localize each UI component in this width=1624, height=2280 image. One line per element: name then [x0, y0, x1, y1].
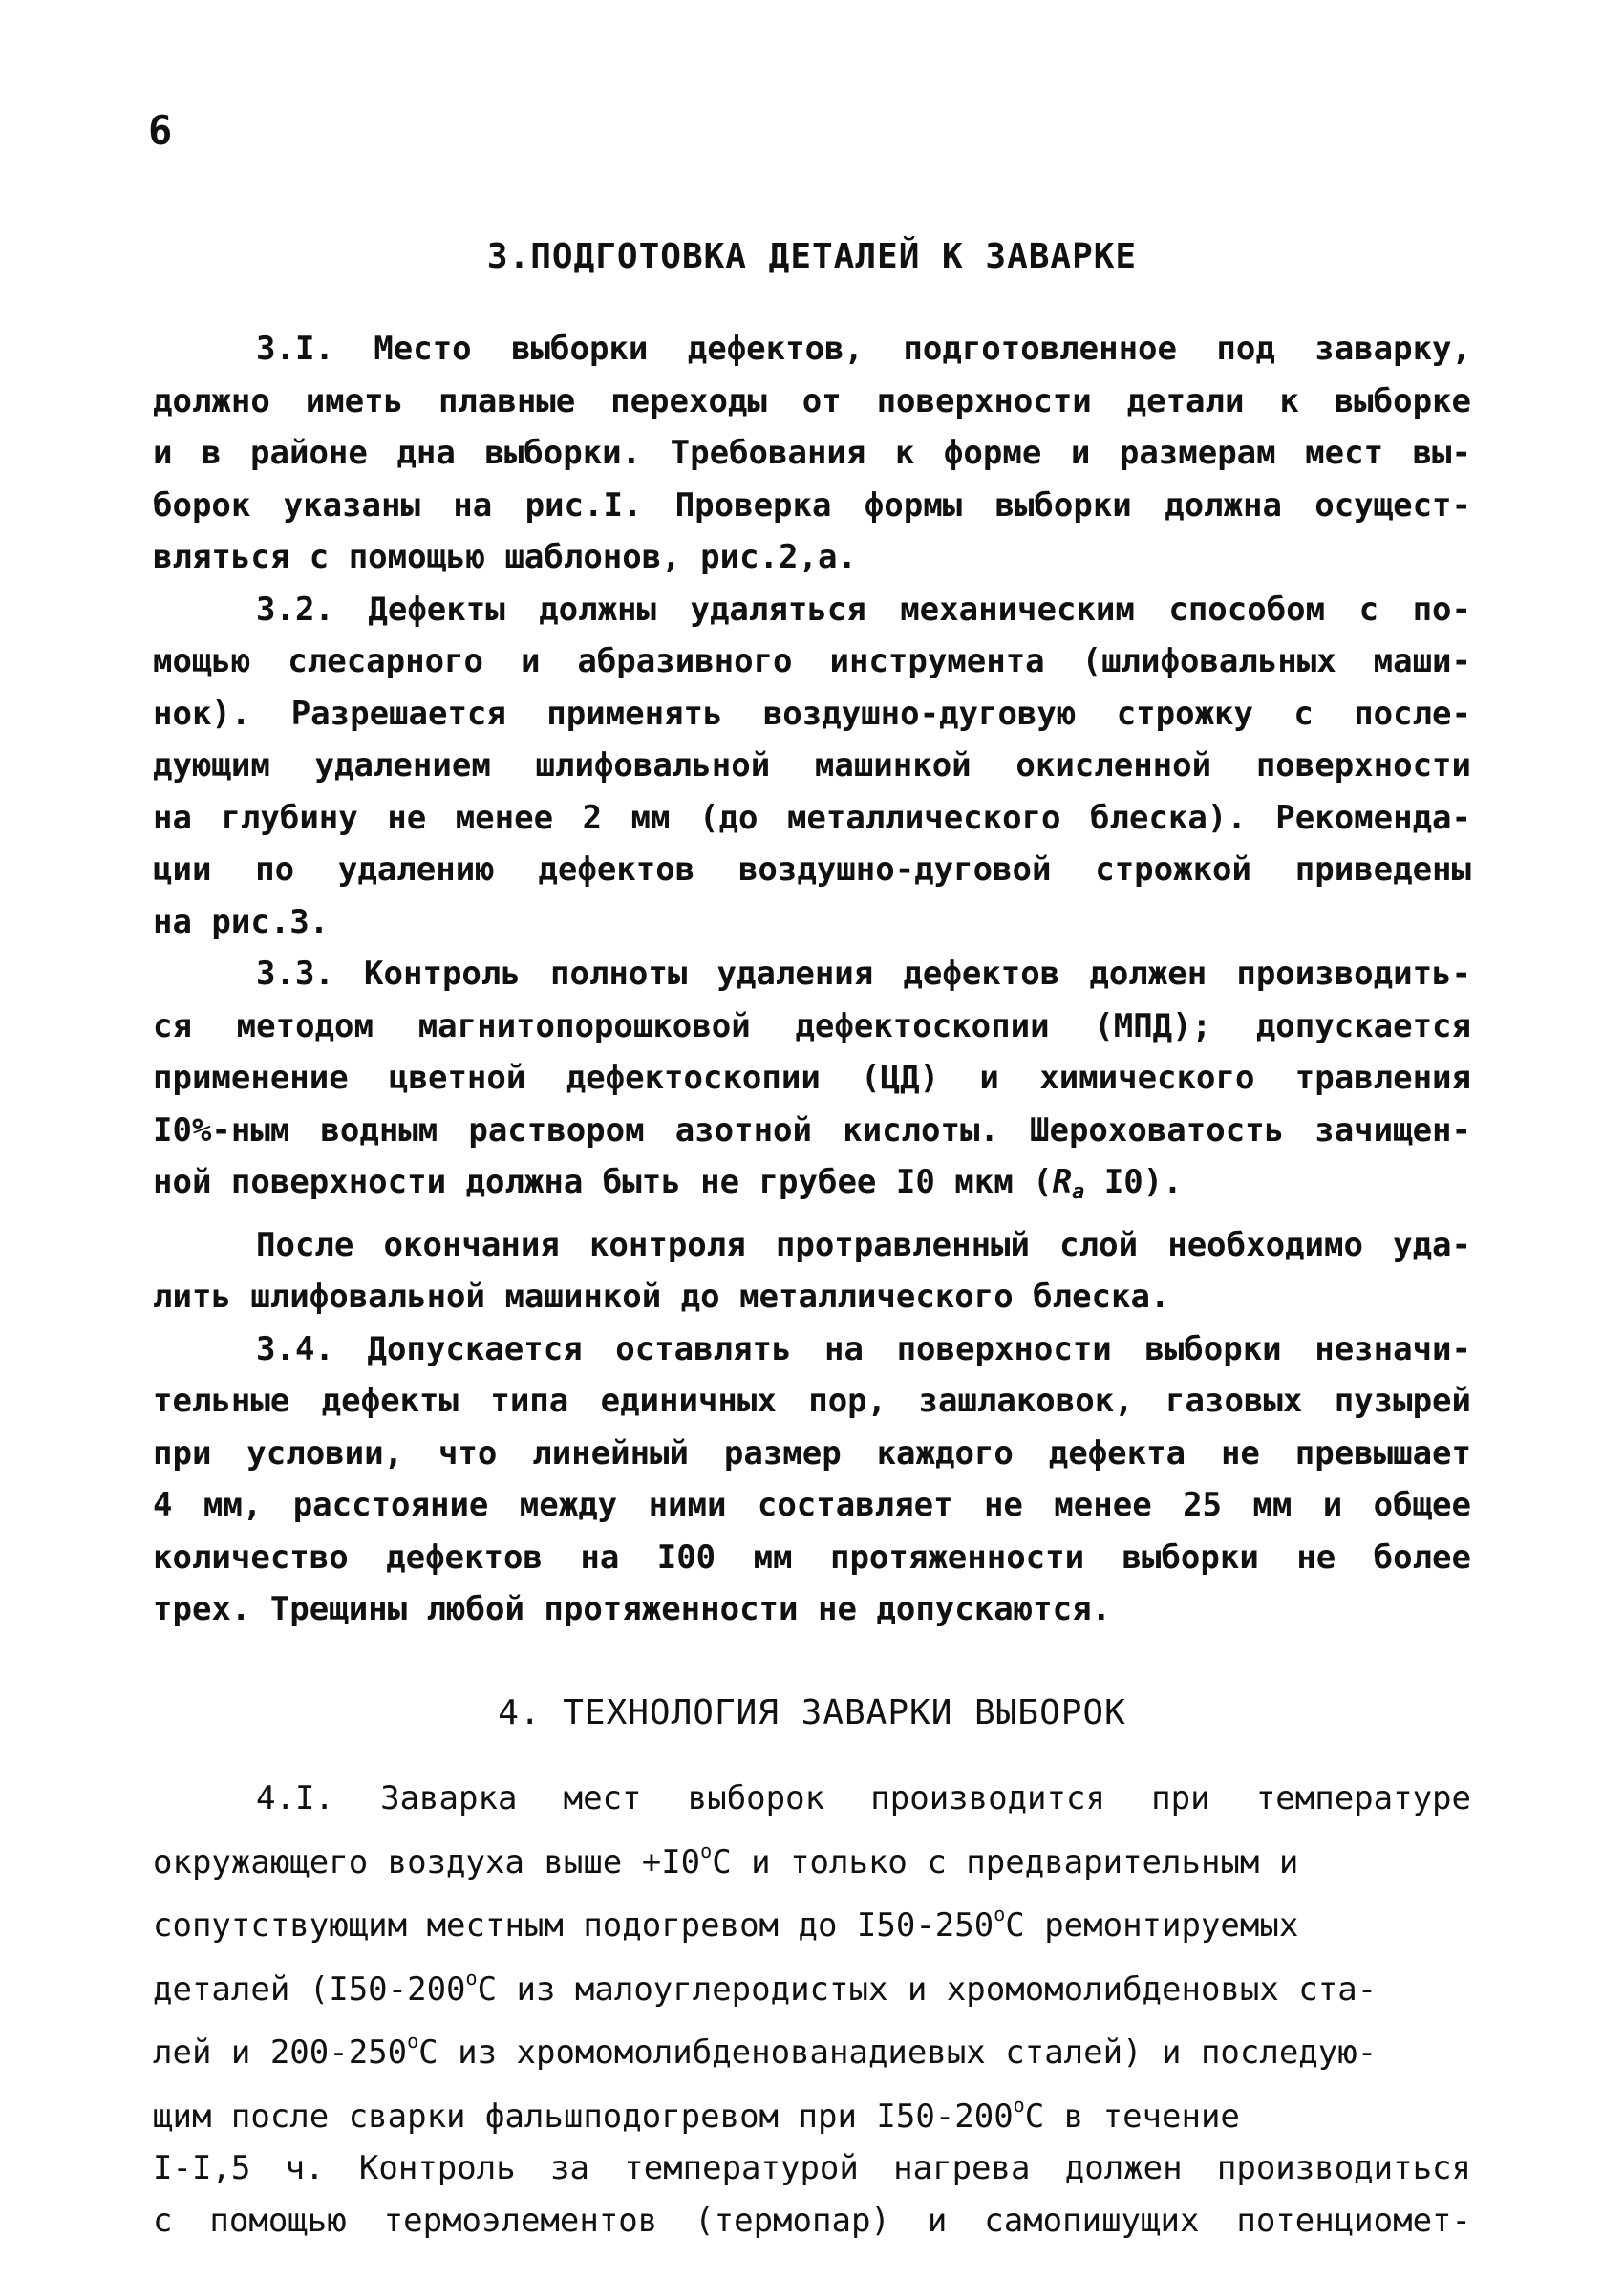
paragraph-line: ся методом магнитопорошковой дефектоскопии (МПД); допускается: [153, 1006, 1471, 1045]
paragraph-line: ции по удалению дефектов воздушно-дуговой строжкой приведены: [153, 850, 1471, 889]
paragraph-line: 4 мм, расстояние между ними составляет не менее 25 мм и общее: [153, 1486, 1471, 1524]
paragraph-line-roughness: [153, 1156, 1471, 1219]
section-3-title: 3.ПОДГОТОВКА ДЕТАЛЕЙ К ЗАВАРКЕ: [486, 237, 1138, 276]
paragraph-line: мощью слесарного и абразивного инструмента (шлифовальных маши-: [153, 642, 1471, 680]
paragraph-line-temp: [153, 1888, 1471, 1952]
text-part: C ремонтируемых: [1005, 1906, 1299, 1945]
paragraph-line-temp: [153, 1825, 1471, 1889]
paragraph-line: должно иметь плавные переходы от поверхности детали к выборке: [153, 381, 1471, 420]
text-part: C и только с предварительным и: [712, 1842, 1299, 1882]
paragraph-line: с помощью термоэлементов (термопар) и самопишущих потенциомет-: [153, 2201, 1471, 2240]
paragraph-line: 3.2. Дефекты должны удаляться механическим способом с по-: [256, 590, 1471, 629]
roughness-text: ной поверхности должна быть не грубее I0 мкм (: [153, 1163, 1053, 1201]
section-4-body: [153, 1773, 1471, 2247]
text-part: C из малоуглеродистых и хромомолибденовых ста-: [477, 1969, 1378, 2009]
paragraph-line: вляться с помощью шаблонов, рис.2,а.: [153, 538, 857, 576]
text-part: окружающего воздуха выше +I0: [153, 1842, 701, 1882]
roughness-value: I0).: [1084, 1163, 1183, 1201]
section-4-title: 4. ТЕХНОЛОГИЯ ЗАВАРКИ ВЫБОРОК: [498, 1693, 1126, 1732]
degree-sign: o: [465, 1966, 478, 1990]
paragraph-line: и в районе дна выборки. Требования к форме и размерам мест вы-: [153, 434, 1471, 472]
paragraph-line: нок). Разрешается применять воздушно-дуговую строжку с после-: [153, 694, 1471, 733]
page-number: 6: [148, 107, 173, 154]
text-part: лей и 200-250: [153, 2033, 408, 2072]
paragraph-line: борок указаны на рис.I. Проверка формы выборки должна осущест-: [153, 485, 1471, 525]
paragraph-line: применение цветной дефектоскопии (ЦД) и химического травления: [153, 1059, 1471, 1097]
roughness-symbol: R: [1052, 1163, 1073, 1201]
paragraph-line-temp: [153, 1952, 1471, 2016]
text-part: сопутствующим местным подогревом до I50-250: [153, 1906, 994, 1945]
text-part: деталей (I50-200: [153, 1969, 466, 2009]
text-part: щим после сварки фальшподогревом при I50-200: [153, 2097, 1014, 2136]
paragraph-line: на глубину не менее 2 мм (до металлического блеска). Рекоменда-: [153, 798, 1471, 837]
paragraph-line: трех. Трещины любой протяженности не допускаются.: [153, 1590, 1112, 1628]
paragraph-line: 3.4. Допускается оставлять на поверхности выборки незначи-: [256, 1329, 1471, 1368]
paragraph-line: тельные дефекты типа единичных пор, зашлаковок, газовых пузырей: [153, 1382, 1471, 1420]
paragraph-line: при условии, что линейный размер каждого дефекта не превышает: [153, 1433, 1471, 1473]
paragraph-line: 3.I. Место выборки дефектов, подготовленное под заварку,: [256, 330, 1471, 368]
paragraph-line: I0%-ным водным раствором азотной кислоты. Шероховатость зачищен-: [153, 1110, 1471, 1150]
section-3-body: [153, 323, 1471, 1636]
degree-sign: o: [1013, 2093, 1025, 2117]
degree-sign: o: [407, 2030, 419, 2053]
paragraph-line: лить шлифовальной машинкой до металлического блеска.: [153, 1278, 1170, 1316]
paragraph-line: После окончания контроля протравленный слой необходимо уда-: [256, 1225, 1471, 1264]
text-part: C из хромомолибденованадиевых сталей) и последую-: [418, 2033, 1378, 2072]
paragraph-line: 4.I. Заварка мест выборок производится при температуре: [256, 1779, 1471, 1818]
roughness-subscript: a: [1072, 1180, 1085, 1204]
text-part: C в течение: [1024, 2097, 1240, 2136]
paragraph-line: на рис.3.: [153, 902, 330, 941]
paragraph-line: 3.3. Контроль полноты удаления дефектов должен производить-: [256, 955, 1471, 993]
paragraph-line: дующим удалением шлифовальной машинкой окисленной поверхности: [153, 746, 1471, 785]
paragraph-line: I-I,5 ч. Контроль за температурой нагрева должен производиться: [153, 2149, 1471, 2187]
paragraph-line-temp: [153, 2015, 1471, 2079]
paragraph-line-temp: [153, 2079, 1471, 2143]
degree-sign: o: [994, 1903, 1006, 1925]
paragraph-line: количество дефектов на I00 мм протяженности выборки не более: [153, 1538, 1471, 1577]
degree-sign: o: [700, 1839, 713, 1862]
